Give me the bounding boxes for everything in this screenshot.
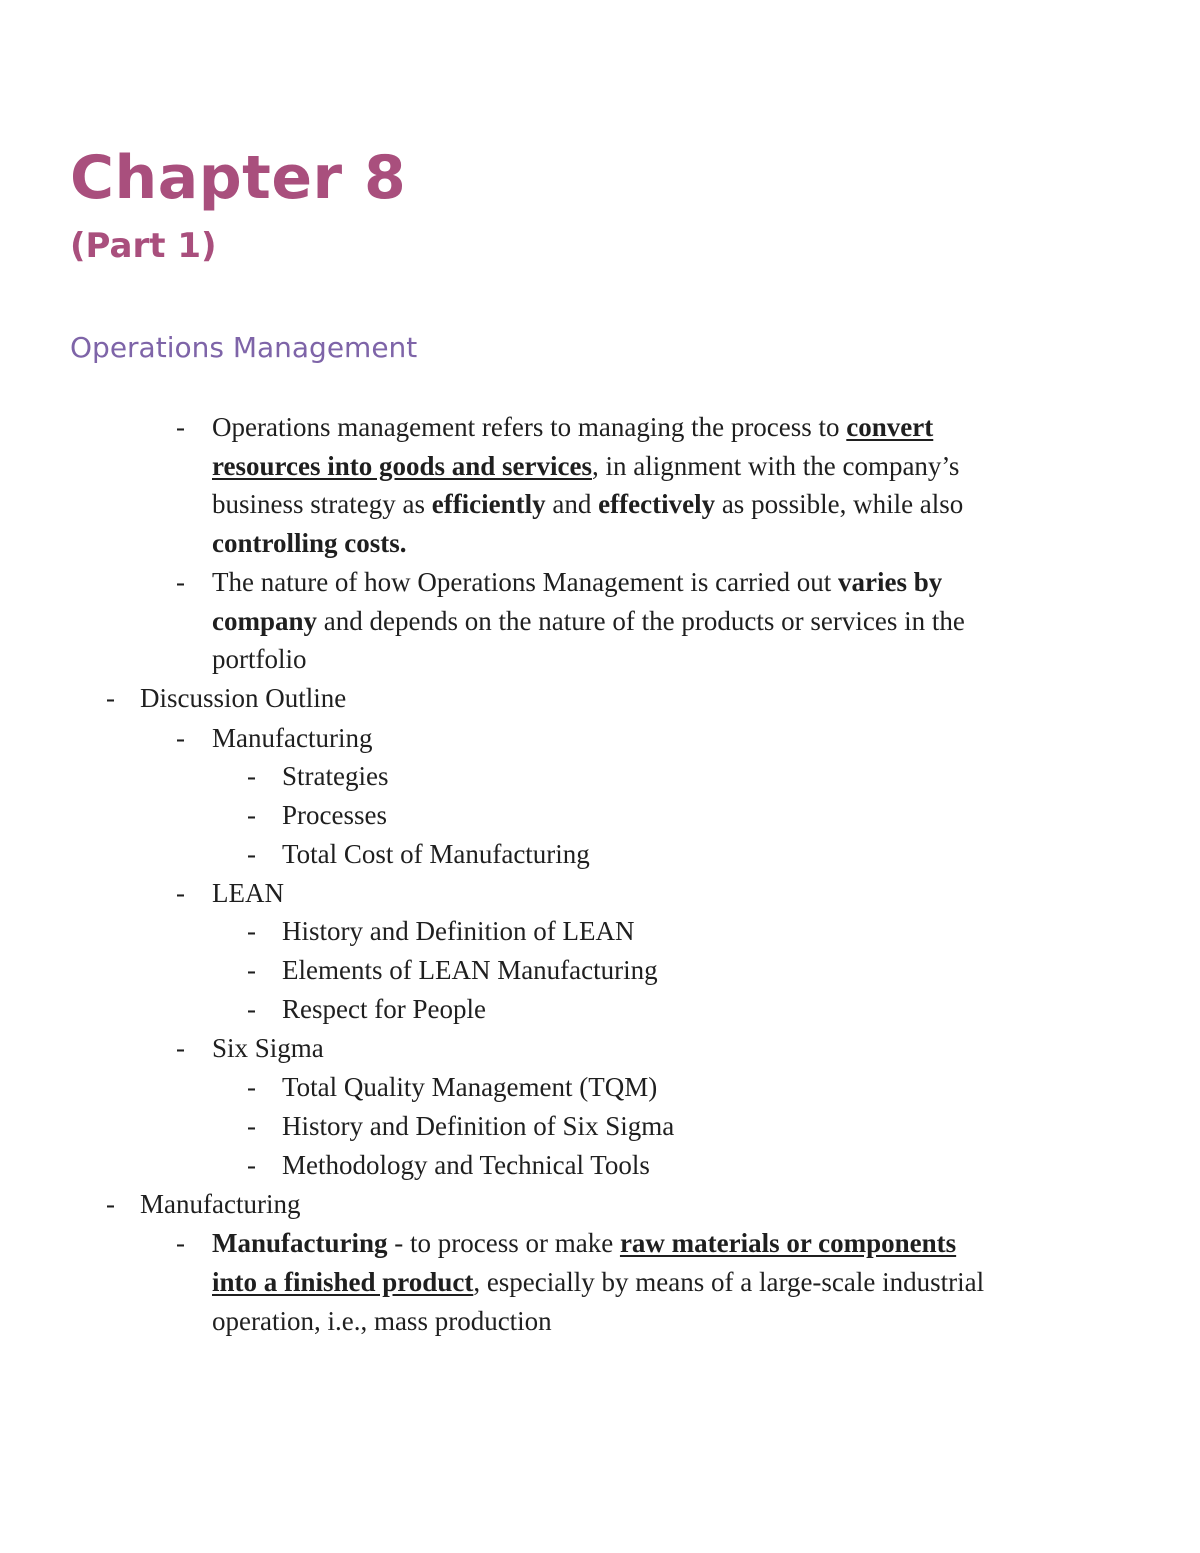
text-run: Operations management refers to managing the process to [212,412,847,442]
paragraph-line [212,485,963,523]
outline-item-lean: LEAN [212,878,284,908]
text-run: operation, i.e., mass production [212,1306,552,1336]
section-heading: Operations Management [70,331,418,364]
text-run: , especially by means of a large-scale industrial [473,1267,985,1297]
text-run: The nature of how Operations Management is carried out [212,567,839,597]
emphasis-text: raw materials or components [619,1228,957,1258]
bullet-dash: - [247,1111,256,1141]
bullet-dash: - [176,1228,185,1258]
outline-subitem-processes: Processes [282,800,387,830]
text-run: and depends on the nature of the products or services in the [317,606,965,636]
outline-subitem-strategies: Strategies [282,761,389,791]
paragraph-line [212,408,933,446]
bullet-dash: - [247,916,256,946]
outline-subitem-tqm: Total Quality Management (TQM) [282,1072,658,1102]
outline-item-six-sigma: Six Sigma [212,1033,324,1063]
paragraph-line [212,1224,956,1262]
chapter-title: Chapter 8 [70,143,407,213]
text-run: , in alignment with the company’s [592,451,960,481]
bullet-dash: - [247,761,256,791]
bullet-dash: - [176,878,185,908]
paragraph-line [212,1302,552,1340]
definition-term: Manufacturing [212,1228,388,1258]
text-run: portfolio [212,644,307,674]
text-run: business strategy as [212,489,432,519]
bullet-dash: - [106,1189,115,1219]
outline-subitem-lean-elements: Elements of LEAN Manufacturing [282,955,658,985]
bold-text: efficiently [431,489,546,519]
outline-subitem-total-cost: Total Cost of Manufacturing [282,839,590,869]
text-run: as possible, while also [715,489,964,519]
bullet-dash: - [247,955,256,985]
paragraph-line [212,447,959,485]
outline-heading: Discussion Outline [140,683,347,713]
paragraph-line [212,1263,984,1301]
text-run: and [545,489,599,519]
manufacturing-heading: Manufacturing [140,1189,301,1219]
outline-subitem-lean-history: History and Definition of LEAN [282,916,635,946]
outline-item-manufacturing: Manufacturing [212,723,373,753]
bullet-dash: - [247,800,256,830]
emphasis-text: resources into goods and services [212,451,592,481]
bullet-dash: - [176,1033,185,1063]
bullet-dash: - [247,1072,256,1102]
bold-text: varies by [838,567,943,597]
bullet-dash: - [176,723,185,753]
bold-text: controlling costs. [212,528,407,558]
paragraph-line [212,602,965,640]
bold-text: effectively [598,489,716,519]
text-run: - to process or make [387,1228,620,1258]
bullet-dash: - [247,1150,256,1180]
bullet-dash: - [247,839,256,869]
paragraph-line [212,563,942,601]
paragraph-line [212,640,307,678]
outline-subitem-respect: Respect for People [282,994,486,1024]
bullet-dash: - [247,994,256,1024]
outline-subitem-sigma-history: History and Definition of Six Sigma [282,1111,675,1141]
bullet-dash: - [176,567,185,597]
bold-text: company [212,606,318,636]
paragraph-line [212,524,407,562]
bullet-dash: - [106,683,115,713]
outline-subitem-methodology: Methodology and Technical Tools [282,1150,650,1180]
chapter-subtitle: (Part 1) [70,226,217,266]
bullet-dash: - [176,412,185,442]
emphasis-text: convert [846,412,934,442]
emphasis-text: into a finished product [212,1267,474,1297]
